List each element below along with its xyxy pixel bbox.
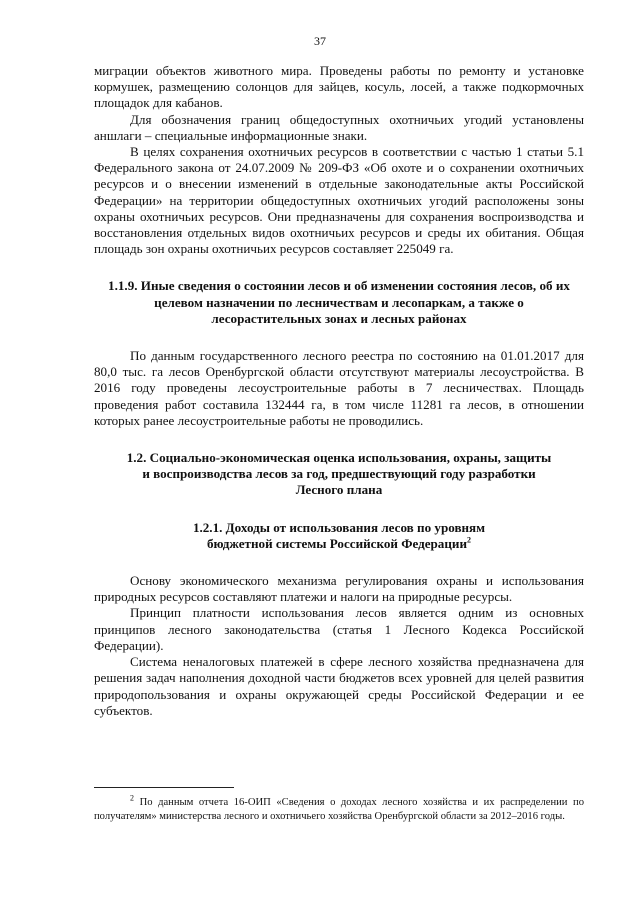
footnote-text: По данным отчета 16-ОИП «Сведения о доходах лесного хозяйства и их распределении по получателям» министерства лесного и охотничьего хозяйства Оренбургской области за 2012–2016 годы.: [94, 797, 584, 822]
section-heading-1-2-1-line1: 1.2.1. Доходы от использования лесов по уровням: [192, 519, 486, 535]
page-number: 37: [314, 34, 326, 48]
paragraph-wildlife-migration: миграции объектов животного мира. Проведены работы по ремонту и установке кормушек, размещению солонцов для зайцев, косуль, лосей, а также подкормочных площадок для кабанов.: [94, 63, 584, 111]
page-content: [94, 63, 584, 719]
section-heading-1-2: 1.2. Социально-экономическая оценка использования, охраны, защиты и воспроизводства лесов за год, предшествующий году разработки Лесного плана: [126, 450, 552, 498]
paragraph-non-tax-payments: Система неналоговых платежей в сфере лесного хозяйства предназначена для решения задач наполнения доходной части бюджетов всех уровней для целей развития природопользования и охраны окружающей среды Российской Федерации и ее субъектов.: [94, 654, 584, 718]
paragraph-protection-zones: В целях сохранения охотничьих ресурсов в соответствии с частью 1 статьи 5.1 Федерального закона от 24.07.2009 № 209-ФЗ «Об охоте и о сохранении охотничьих ресурсов и о внесении изменений в отдельные законодательные акты Российской Федерации» на территории общедоступных охотничьих угодий расположены зоны охраны охотничьих ресурсов. Они предназначены для сохранения воспроизводства и восстановления отдельных видов охотничьих ресурсов и среды их обитания. Общая площадь зон охраны охотничьих ресурсов составляет 225049 га.: [94, 144, 584, 257]
section-heading-1-1-9: 1.1.9. Иные сведения о состоянии лесов и об изменении состояния лесов, об их целевом назначении по лесничествам и лесопаркам, а также о лесорастительных зонах и лесных районах: [108, 278, 570, 326]
footnote-reference: 2: [467, 535, 471, 545]
paragraph-forest-inventory: По данным государственного лесного реестра по состоянию на 01.01.2017 для 80,0 тыс. га лесов Оренбургской области отсутствуют материалы лесоустройства. В 2016 году проведены лесоустроительные работы в 7 лесничествах. Площадь проведения работ составила 132444 га, в том числе 11281 га лесов, в отношении которых ранее лесоустроительные работы не проводились.: [94, 348, 584, 428]
footnote: [94, 793, 584, 824]
section-heading-1-2-1-line2: бюджетной системы Российской Федерации: [207, 535, 467, 551]
paragraph-boundary-signs: Для обозначения границ общедоступных охотничьих угодий установлены аншлаги – специальные информационные знаки.: [94, 111, 584, 143]
paragraph-payment-principle: Принцип платности использования лесов является одним из основных принципов лесного законодательства (статья 1 Лесного Кодекса Российской Федерации).: [94, 605, 584, 653]
footnote-divider: [94, 787, 234, 788]
footnote-mark: 2: [130, 793, 134, 803]
paragraph-economic-mechanism: Основу экономического механизма регулирования охраны и использования природных ресурсов составляют платежи и налоги на природные ресурсы.: [94, 573, 584, 605]
section-heading-1-2-1: [94, 520, 584, 552]
